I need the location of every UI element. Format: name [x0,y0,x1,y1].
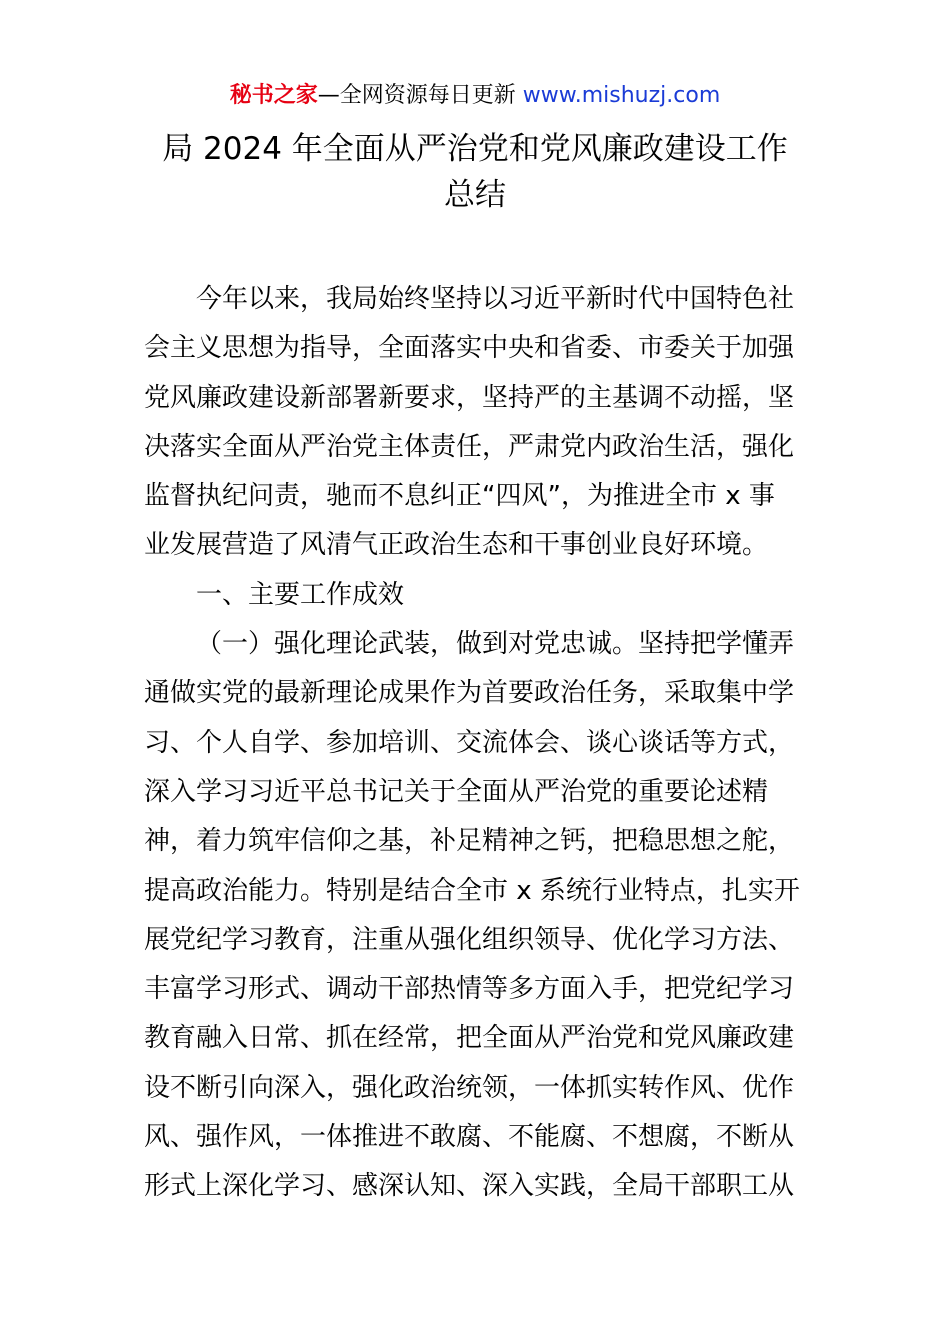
paragraph-line: 今年以来，我局始终坚持以习近平新时代中国特色社 [196,284,795,314]
paragraph-line: 丰富学习形式、调动干部热情等多方面入手，把党纪学习 [144,974,795,1005]
site-name: 秘书之家 [229,83,318,108]
paragraph-line: 决落实全面从严治党主体责任，严肃党内政治生活，强化 [144,431,795,462]
paragraph-line: 习、个人自学、参加培训、交流体会、谈心谈话等方式， [144,727,795,758]
paragraph-line: 通做实党的最新理论成果作为首要政治任务，采取集中学 [144,678,795,709]
paragraph-line: 形式上深化学习、感深认知、深入实践，全局干部职工从 [144,1171,795,1202]
paragraph-line: 风、强作风，一体推进不敢腐、不能腐、不想腐，不断从 [144,1122,795,1153]
site-url[interactable]: www.mishuzj.com [522,83,721,108]
paragraph-line: 党风廉政建设新部署新要求，坚持严的主基调不动摇，坚 [144,382,795,413]
paragraph-line: （一）强化理论武装，做到对党忠诚。坚持把学懂弄 [196,629,795,660]
title-line: 局 2024 年全面从严治党和党风廉政建设工作 [162,131,788,167]
paragraph-line: 提高政治能力。特别是结合全市 x 系统行业特点，扎实开 [144,875,800,906]
document-body [144,275,814,1212]
document-title [140,126,810,218]
paragraph-line: 展党纪学习教育，注重从强化组织领导、优化学习方法、 [144,924,795,955]
section-heading: 一、主要工作成效 [196,579,405,610]
title-line: 总结 [444,177,506,213]
paragraph-line: 业发展营造了风清气正政治生态和干事创业良好环境。 [144,530,769,561]
paragraph-line: 神，着力筑牢信仰之基，补足精神之钙，把稳思想之舵， [144,826,795,857]
paragraph-line: 会主义思想为指导，全面落实中央和省委、市委关于加强 [144,333,795,364]
paragraph-line: 监督执纪问责，驰而不息纠正“四风”，为推进全市 x 事 [144,481,775,512]
paragraph-line: 深入学习习近平总书记关于全面从严治党的重要论述精 [144,776,769,807]
site-header [0,80,950,112]
paragraph-line: 教育融入日常、抓在经常，把全面从严治党和党风廉政建 [144,1023,795,1054]
paragraph-line: 设不断引向深入，强化政治统领，一体抓实转作风、优作 [144,1072,795,1103]
site-tagline: —全网资源每日更新 [317,83,523,108]
